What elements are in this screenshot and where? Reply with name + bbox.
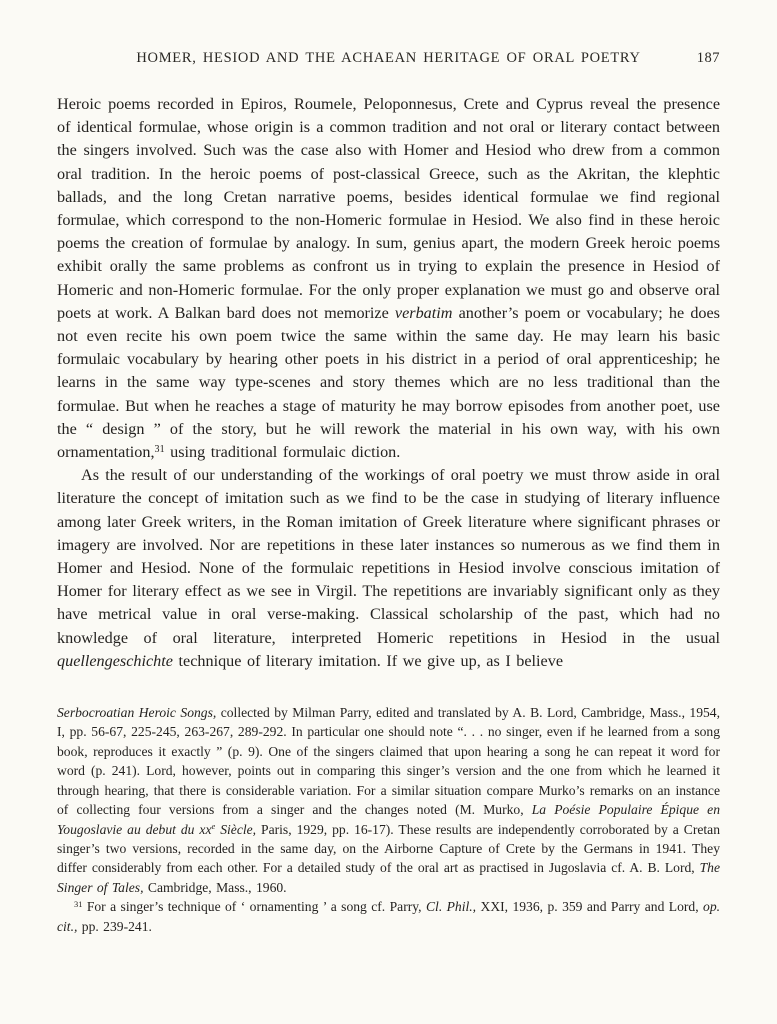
page-header — [57, 50, 720, 67]
running-head-title: HOMER, HESIOD AND THE ACHAEAN HERITAGE OF ORAL POETRY — [136, 50, 641, 66]
body-paragraph-2: As the result of our understanding of the workings of oral poetry we must throw aside in oral literature the concept of imitation such as we find to be the case in studying of literary influence among later Greek writers, in the Roman imitation of Greek literature where significant phrases or imagery are involved. Nor are repetitions in these later instances so numerous as we find them in Homer and Hesiod. None of the formulaic repetitions in Hesiod involve conscious imitation of Homer for literary effect as we see in Virgil. The repetitions are invariably significant only as they have metrical value in oral verse-making. Classical scholarship of the past, which had no knowledge of oral literature, interpreted Homeric repetitions in Hesiod in the usual quellengeschichte technique of literary imitation. If we give up, as I believe — [57, 466, 720, 670]
page-number: 187 — [696, 50, 720, 66]
footnote-30-continuation: Serbocroatian Heroic Songs, collected by Milman Parry, edited and translated by A. B. Lord, Cambridge, Mass., 1954, I, pp. 56-67, 225-245, 263-267, 289-292. In particular one should note “. . . no singer, even if he learned from a song book, reproduces it exactly ” (p. 9). One of the singers claimed that upon hearing a song he can repeat it word for word (p. 241). Lord, however, points out in comparing this singer’s version and the one from which he learned it through hearing, that there is considerable variation. For a similar situation compare Murko’s remarks on an instance of collecting four versions from a singer and the changes noted (M. Murko, La Poésie Populaire Épique en Yougoslavie au debut du $xx^e$ Siècle, Paris, 1929, pp. 16-17). These results are independently corroborated by a Cretan singer’s two versions, recorded in the same day, on the Airborne Capture of Crete by the Germans in 1941. They differ considerably from each other. For a detailed study of the oral art as practised in Jugoslavia cf. A. B. Lord, The Singer of Tales, Cambridge, Mass., 1960. — [57, 705, 720, 895]
body-paragraph-1: Heroic poems recorded in Epiros, Roumele, Peloponnesus, Crete and Cyprus reveal the presence of identical formulae, whose origin is a common tradition and not oral or literary contact between the singers involved. Such was the case also with Homer and Hesiod who drew from a common oral tradition. In the heroic poems of post-classical Greece, such as the Akritan, the klephtic ballads, and the long Cretan narrative poems, besides identical formulae we find regional formulae, which correspond to the non-Homeric formulae in Hesiod. We also find in these heroic poems the creation of formulae by analogy. In sum, genius apart, the modern Greek heroic poems exhibit orally the same problems as confront us in trying to explain the presence in Hesiod of Homeric and non-Homeric formulae. For the only proper explanation we must go and observe oral poets at work. A Balkan bard does not memorize verbatim another’s poem or vocabulary; he does not even recite his own poem twice the same within the same day. He may learn his basic formulaic vocabulary by hearing other poets in his district in a period of oral apprenticeship; he learns in the same way type-scenes and story themes which are no less traditional than the formulae. But when he reaches a stage of maturity he may borrow episodes from another poet, use the “ design ” of the story, but he will rework the material in his own way, with his own ornamentation,$^{31}$ using traditional formulaic diction. — [57, 95, 720, 462]
footnote-31: $^{31}$ For a singer’s technique of ‘ ornamenting ’ a song cf. Parry, Cl. Phil., XXI, 1936, p. 359 and Parry and Lord, op. cit., pp. 239-241. — [57, 898, 721, 934]
body-text — [57, 93, 720, 673]
footnotes-section — [57, 703, 720, 936]
